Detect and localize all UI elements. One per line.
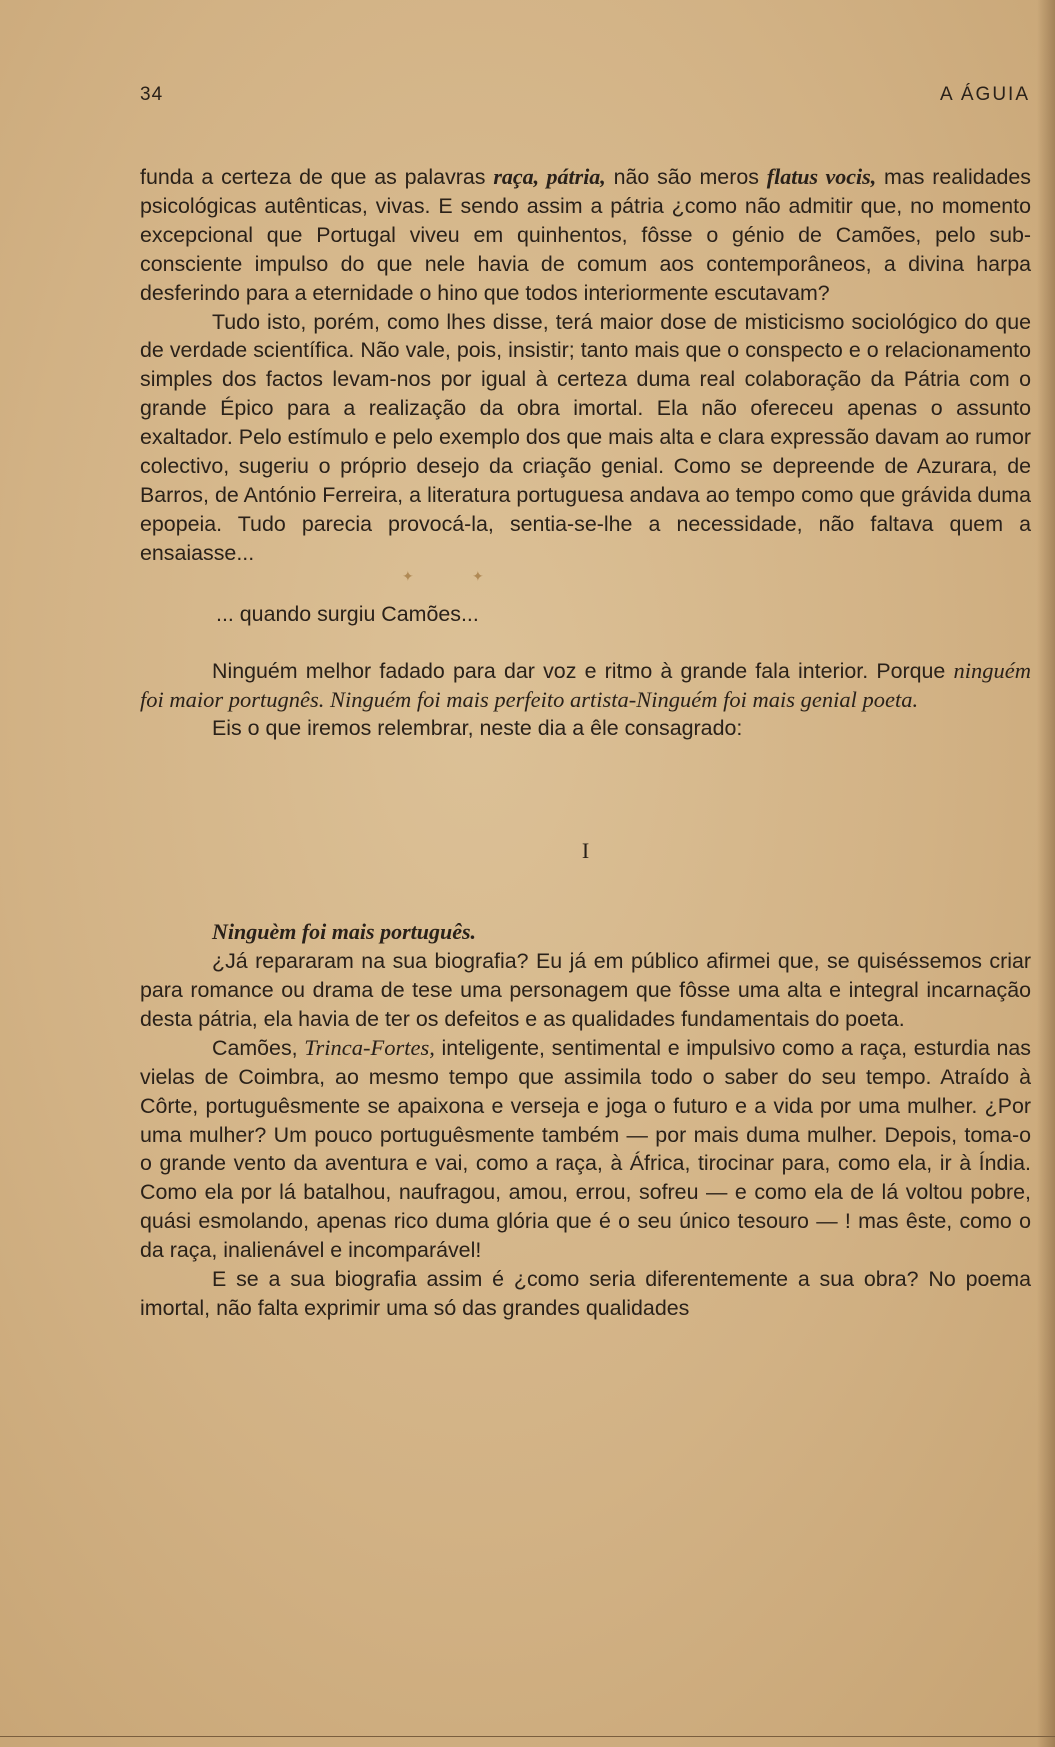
paragraph	[140, 657, 1031, 715]
paragraph: E se a sua biografia assim é ¿como seria diferentemente a sua obra? No poema imortal, não falta exprimir uma só das grandes qualidades	[140, 1267, 1031, 1320]
emphasis-text: flatus vocis,	[766, 164, 877, 189]
text-run: Camões,	[212, 1035, 305, 1060]
text-run: não são meros	[605, 165, 767, 189]
text-run: inteligente, sentimental e impulsivo como a raça, esturdia nas vielas de Coimbra, ao mesmo tempo que assimila todo o saber do seu tempo. Atraído à Côrte, portuguêsmente se apaixona e verseja e joga o futuro e a vida por uma mulher. ¿Por uma mulher? Um pouco portuguêsmente também — por mais duma mulher. Depois, toma-o o grande vento da aventura e vai, como a raça, à África, tirocinar para, como ela, ir à Índia. Como ela por lá batalhou, naufragou, amou, errou, sofreu — e como ela de lá voltou pobre, quási esmolando, apenas rico duma glória que é o seu único tesouro — ! mas êste, como o da raça, inalienável e incomparável!	[140, 1035, 1031, 1263]
text-run: funda a certeza de que as palavras	[140, 165, 494, 189]
emphasis-text: ninguém foi maior portugnês. Ninguém foi mais perfeito artista-Ninguém foi mais genial poeta.	[140, 657, 1031, 712]
ink-mark-icon: ✦	[472, 567, 484, 584]
page-bottom-edge	[0, 1736, 1055, 1737]
paragraph	[140, 163, 1031, 308]
page-header	[140, 84, 1030, 108]
paragraph: ¿Já repararam na sua biografia? Eu já em público afirmei que, se quiséssemos criar para romance ou drama de tese uma personagem que fôsse uma alta e integral incarnação desta pátria, ela havia de ter os defeitos e as qualidades fundamentais do poeta.	[140, 949, 1031, 1031]
text-run: mas realidades psicológicas autênticas, vivas. E sendo assim a pátria ¿como não admitir que, no momento excepcional que Portugal viveu em quinhentos, fôsse o génio de Camões, pelo sub-consciente impulso do que nele havia de comum aos contemporâneos, a divina harpa desferindo para a eternidade o hino que todos interiormente escutavam?	[140, 165, 1031, 305]
paragraph: Eis o que iremos relembrar, neste dia a êle consagrado:	[212, 716, 743, 741]
article-text	[140, 163, 1031, 1323]
emphasis-text: raça, pátria,	[493, 164, 606, 189]
separator-marks	[140, 568, 1031, 582]
paragraph: Tudo isto, porém, como lhes disse, terá maior dose de misticismo sociológico do que de verdade scientífica. Não vale, pois, insistir; tanto mais que o conspecto e o relacionamento simples dos factos levam-nos por igual à certeza duma real colaboração da Pátria com o grande Épico para a realização da obra imortal. Ela não ofereceu apenas o assunto exaltador. Pelo estímulo e pelo exemplo dos que mais alta e clara expressão davam ao rumor colectivo, sugeriu o próprio desejo da criação genial. Como se depreende de Azurara, de Barros, de António Ferreira, a literatura portuguesa andava ao tempo como que grávida duma epopeia. Tudo parecia provocá-la, sentia-se-lhe a necessidade, não faltava quem a ensaiasse...	[140, 309, 1031, 565]
page-number: 34	[140, 84, 164, 105]
paragraph	[140, 1034, 1031, 1265]
section-subheading: Ninguèm foi mais português.	[212, 919, 477, 945]
ink-mark-icon: ✦	[402, 567, 414, 584]
section-numeral: I	[581, 838, 590, 864]
page-edge-shadow	[1037, 0, 1055, 1747]
emphasis-text: Trinca-Fortes,	[304, 1034, 435, 1060]
text-run: Ninguém melhor fadado para dar voz e ritmo à grande fala interior. Porque	[212, 658, 954, 683]
running-title: A ÁGUIA	[939, 84, 1030, 105]
paragraph: ... quando surgiu Camões...	[216, 601, 479, 626]
